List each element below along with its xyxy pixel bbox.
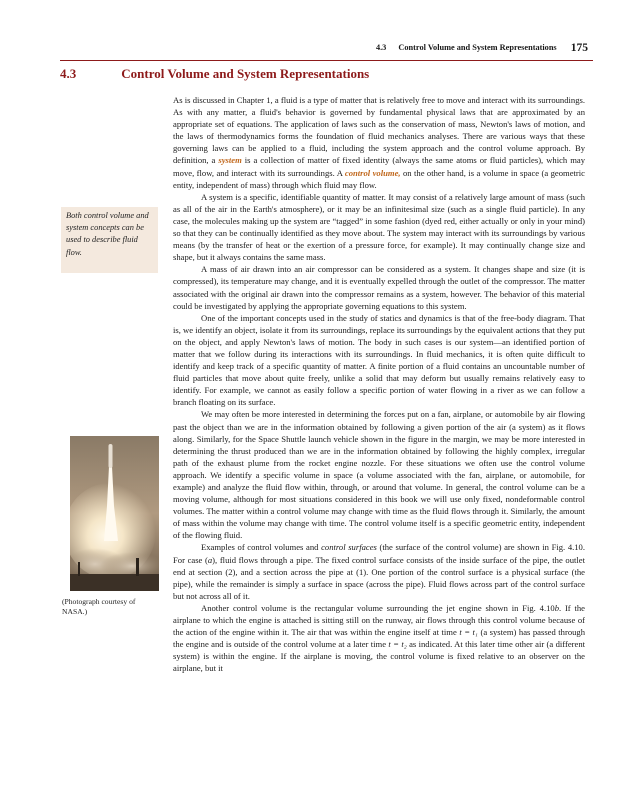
section-heading-title: Control Volume and System Representations xyxy=(121,66,370,81)
figure-part-b: b xyxy=(554,602,559,613)
space-shuttle-launch-photo xyxy=(70,436,159,591)
section-heading xyxy=(60,66,369,86)
paragraph-1-text-a: As is discussed in Chapter 1, a fluid is a type of matter that is relatively free to move and interact with its surroundings. As with any matter, a fluid's behavior is governed by fundamental physical laws that are approximated by an appropriate set of equations. The application of laws such as the conservation of mass, Newton's laws of motion, and the laws of thermodynamics forms the foundation of fluid mechanics analyses. There are various ways that these governing laws can be applied to a fluid, including the system approach and the control volume approach. By definition, a xyxy=(173,95,585,166)
section-heading-number: 4.3 xyxy=(60,66,77,81)
running-head xyxy=(300,41,588,55)
paragraph-2: A system is a specific, identifiable quantity of matter. It may consist of a relatively large amount of mass (such as all of the air in the Earth's atmosphere), or it may be an infinitesimal size (such as a single fluid particle). In any case, the molecules making up the system are “tagged” in some fashion (dyed red, either actually or only in your mind) so that they can be continually identified as they move about. The system may interact with its surroundings by various means (by the transfer of heat or the exertion of a pressure force, for example). It may continually change size and shape, but it always contains the same mass. xyxy=(173,191,585,263)
body-text xyxy=(173,94,585,675)
keyword-control-volume: control volume, xyxy=(344,167,401,178)
photo-caption: (Photograph courtesy of NASA.) xyxy=(62,597,136,617)
paragraph-7-text-a: Another control volume is the rectangular volume surrounding the jet engine shown in Fig. 4.10 xyxy=(201,602,555,613)
keyword-system: system xyxy=(218,155,242,166)
paragraph-5: We may often be more interested in determining the forces put on a fan, airplane, or automobile by air flowing past the object than we are in the information obtained by following a given portion of the air (a system) as it flows along. Similarly, for the Space Shuttle launch vehicle shown in the figure in the margin, we may be more interested in determining the thrust produced than we are in the information obtained by following the highly complex, irregular path of the exhaust plume from the rocket engine nozzle. For these situations we often use the control volume approach. We identify a specific volume in space (a volume associated with the fan, airplane, or automobile, for example) and analyze the fluid flow within, through, or around that volume. In general, the control volume can be a moving volume, although for most situations considered in this book we will use only fixed, nondeformable control volumes. The matter within a control volume may change with time as the fluid flows through it. Similarly, the amount of mass within the volume may change with time. The control volume itself is a specific geometric entity, independent of the flowing fluid. xyxy=(173,409,585,541)
time-t1: t = t₁ xyxy=(459,627,478,638)
paragraph-1-text-c: on the other hand, is a volume in space (a geometric entity, independent of mass) through which fluid may flow. xyxy=(173,167,585,190)
term-control-surfaces: control surfaces xyxy=(321,542,377,553)
paragraph-6-text-a: Examples of control volumes and xyxy=(201,542,319,553)
launch-photo-graphic xyxy=(70,436,159,591)
running-head-section-title: Control Volume and System Representations xyxy=(398,43,557,52)
page-number: 175 xyxy=(570,42,588,54)
paragraph-7-text-d: as indicated. At this later time other air (a different system) is within the engine. If the airplane is moving, the control volume is fixed relative to an observer on the airplane, but it xyxy=(173,639,586,674)
paragraph-7 xyxy=(173,602,585,675)
margin-note: Both control volume and system concepts can be used to describe fluid flow. xyxy=(61,207,158,273)
paragraph-1-text-b: is a collection of matter of fixed identity (always the same atoms or fluid particles), which may move, flow, and interact with its surroundings. A xyxy=(173,155,585,178)
case-label-a: a xyxy=(207,554,213,565)
paragraph-7-text-c: (a system) has passed through the engine and is outside of the control volume at a later time xyxy=(173,627,586,650)
paragraph-3: A mass of air drawn into an air compressor can be considered as a system. It changes shape and size (it is compressed), its temperature may change, and it is eventually expelled through the outlet of the compressor. The matter associated with the original air drawn into the compressor remains as a system, however. The behavior of this material could be investigated by applying the appropriate governing equations to this system. xyxy=(173,264,585,311)
time-t2: t = t₂ xyxy=(388,639,407,650)
paragraph-1 xyxy=(173,94,585,191)
header-rule xyxy=(60,60,593,61)
paragraph-6-text-b: (the surface of the control volume) are shown in Fig. 4.10. For case ( xyxy=(173,542,586,565)
running-head-section-number: 4.3 xyxy=(375,43,387,52)
paragraph-6 xyxy=(173,541,585,601)
paragraph-7-text-b: . If the airplane to which the engine is attached is sitting still on the runway, air flows through this control volume because of the action of the engine within it. The air that was within the engine itself at time xyxy=(173,602,585,638)
paragraph-6-text-c: ), fluid flows through a pipe. The fixed control surface consists of the inside surface of the pipe, the outlet end at section (2), and a section across the pipe at (1). One portion of the control surface is a physical surface (the pipe), while the remainder is simply a surface in space (across the pipe). Fluid flows across part of the control surface but not across all of it. xyxy=(173,554,586,601)
paragraph-4: One of the important concepts used in the study of statics and dynamics is that of the free-body diagram. That is, we identify an object, isolate it from its surroundings, replace its surroundings by the equivalent actions that they put on the object, and apply Newton's laws of motion. The body in such cases is our system—an identified portion of matter that we follow during its interactions with its surroundings. In fluid mechanics, it is often quite difficult to identify and keep track of a specific quantity of matter. A finite portion of a fluid contains an uncountable number of fluid particles that move about quite freely, unlike a solid that may deform but usually remains relatively easy to identify. For example, we cannot as easily follow a specific portion of water flowing in a river as we can follow a branch floating on its surface. xyxy=(173,312,585,408)
